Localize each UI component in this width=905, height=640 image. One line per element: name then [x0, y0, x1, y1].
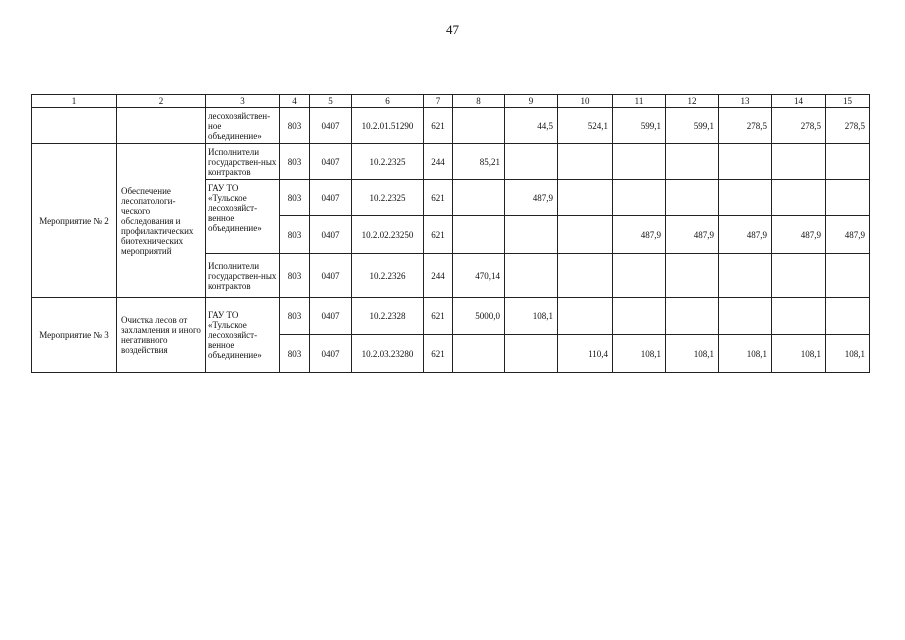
table-cell: 803	[280, 298, 310, 335]
table-cell: 621	[424, 180, 453, 216]
event-2-description: Обеспечение лесопатологи-ческого обследования и профилактических биотехнических мероприятий	[117, 144, 206, 298]
table-cell	[666, 298, 719, 335]
table-cell: 10.2.2326	[352, 254, 424, 298]
table-cell	[826, 144, 870, 180]
table-cell	[453, 108, 505, 144]
table-cell: 0407	[310, 216, 352, 254]
table-cell: 599,1	[666, 108, 719, 144]
event-3-label: Мероприятие № 3	[32, 298, 117, 373]
table-cell: 487,9	[719, 216, 772, 254]
table-cell	[613, 298, 666, 335]
header-cell: 1	[32, 95, 117, 108]
table-cell: 108,1	[613, 335, 666, 373]
table-cell	[453, 180, 505, 216]
table-cell	[719, 144, 772, 180]
table-cell: 803	[280, 144, 310, 180]
table-cell: 278,5	[772, 108, 826, 144]
executor-cell: ГАУ ТО «Тульское лесохозяйст-венное объединение»	[206, 180, 280, 254]
table-cell	[666, 144, 719, 180]
table-cell	[772, 180, 826, 216]
header-cell: 10	[558, 95, 613, 108]
table-cell: 621	[424, 298, 453, 335]
table-cell: 278,5	[826, 108, 870, 144]
table-cell: 621	[424, 216, 453, 254]
table-cell: 487,9	[613, 216, 666, 254]
table-cell	[558, 254, 613, 298]
table-cell: 244	[424, 144, 453, 180]
header-cell: 3	[206, 95, 280, 108]
table-cell: 10.2.03.23280	[352, 335, 424, 373]
table-cell: 10.2.2325	[352, 180, 424, 216]
table-cell: 0407	[310, 254, 352, 298]
table-cell: 108,1	[772, 335, 826, 373]
header-cell: 5	[310, 95, 352, 108]
table-cell	[772, 144, 826, 180]
table-cell: 524,1	[558, 108, 613, 144]
table-cell: 244	[424, 254, 453, 298]
header-cell: 12	[666, 95, 719, 108]
header-cell: 14	[772, 95, 826, 108]
table-cell	[666, 180, 719, 216]
table-cell: 803	[280, 180, 310, 216]
header-cell: 9	[505, 95, 558, 108]
table-row	[32, 144, 870, 180]
header-cell: 6	[352, 95, 424, 108]
table-cell	[772, 254, 826, 298]
table-cell	[719, 180, 772, 216]
table-cell: 108,1	[505, 298, 558, 335]
table-cell: 0407	[310, 180, 352, 216]
table-cell	[505, 144, 558, 180]
header-row	[32, 95, 870, 108]
table-cell: 803	[280, 216, 310, 254]
table-cell: 44,5	[505, 108, 558, 144]
table-cell: 0407	[310, 298, 352, 335]
executor-cell: ГАУ ТО «Тульское лесохозяйст-венное объединение»	[206, 298, 280, 373]
table-cell: 803	[280, 108, 310, 144]
table-cell: 621	[424, 108, 453, 144]
table-cell: 487,9	[826, 216, 870, 254]
executor-cell: Исполнители государствен-ных контрактов	[206, 144, 280, 180]
table-cell	[505, 335, 558, 373]
table-cell: 108,1	[826, 335, 870, 373]
table-cell: 110,4	[558, 335, 613, 373]
empty-cell	[117, 108, 206, 144]
executor-cell: Исполнители государствен-ных контрактов	[206, 254, 280, 298]
table-cell	[613, 254, 666, 298]
header-cell: 15	[826, 95, 870, 108]
executor-cell: лесохозяйствен-ное объединение»	[206, 108, 280, 144]
table-cell: 803	[280, 254, 310, 298]
table-cell: 621	[424, 335, 453, 373]
table-cell: 10.2.01.51290	[352, 108, 424, 144]
table-cell: 599,1	[613, 108, 666, 144]
table-cell	[772, 298, 826, 335]
table-row	[32, 298, 870, 335]
table-cell	[505, 216, 558, 254]
table-cell	[613, 180, 666, 216]
table-cell	[453, 216, 505, 254]
table-cell: 487,9	[505, 180, 558, 216]
header-cell: 2	[117, 95, 206, 108]
header-cell: 13	[719, 95, 772, 108]
table-cell: 10.2.2325	[352, 144, 424, 180]
event-2-label: Мероприятие № 2	[32, 144, 117, 298]
table-cell: 470,14	[453, 254, 505, 298]
table-cell: 10.2.2328	[352, 298, 424, 335]
table-cell	[558, 298, 613, 335]
header-cell: 8	[453, 95, 505, 108]
header-cell: 4	[280, 95, 310, 108]
budget-table	[31, 94, 870, 373]
table-cell	[558, 144, 613, 180]
table-cell: 0407	[310, 108, 352, 144]
table-cell: 85,21	[453, 144, 505, 180]
table-cell	[613, 144, 666, 180]
table-cell: 0407	[310, 144, 352, 180]
page-number: 47	[446, 22, 459, 37]
table-cell: 487,9	[666, 216, 719, 254]
table-cell	[719, 298, 772, 335]
table-cell	[719, 254, 772, 298]
event-3-description: Очистка лесов от захламления и иного негативного воздействия	[117, 298, 206, 373]
table-cell: 0407	[310, 335, 352, 373]
table-cell	[826, 298, 870, 335]
table-cell	[505, 254, 558, 298]
table-cell	[558, 180, 613, 216]
empty-cell	[32, 108, 117, 144]
table-cell: 803	[280, 335, 310, 373]
table-cell: 10.2.02.23250	[352, 216, 424, 254]
table-cell: 487,9	[772, 216, 826, 254]
table-cell	[826, 254, 870, 298]
table-cell	[666, 254, 719, 298]
table-cell: 5000,0	[453, 298, 505, 335]
table-cell	[826, 180, 870, 216]
table-cell: 108,1	[719, 335, 772, 373]
header-cell: 11	[613, 95, 666, 108]
table-cell	[558, 216, 613, 254]
table-cell: 108,1	[666, 335, 719, 373]
table-cell	[453, 335, 505, 373]
table-row	[32, 108, 870, 144]
header-cell: 7	[424, 95, 453, 108]
table-cell: 278,5	[719, 108, 772, 144]
